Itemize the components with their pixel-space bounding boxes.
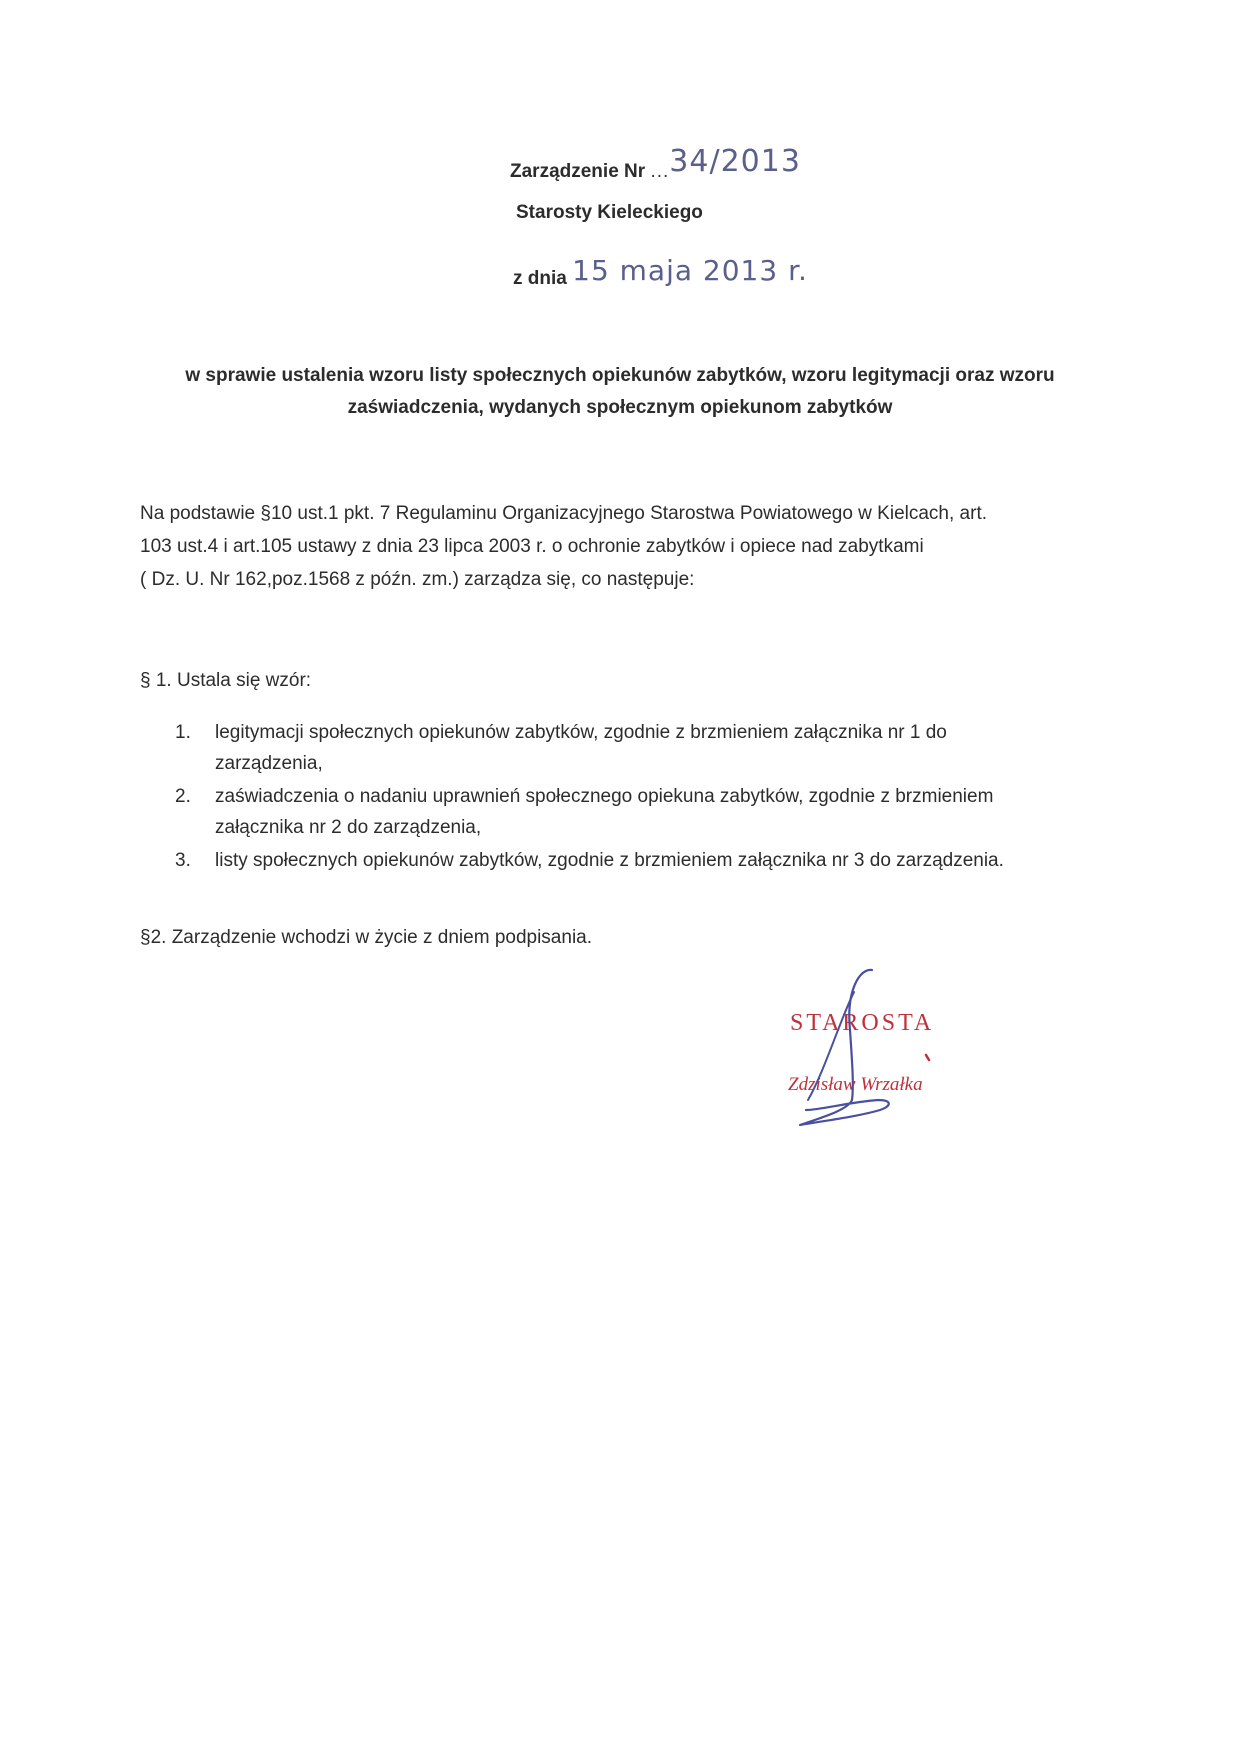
list-item: [175, 845, 1095, 876]
order-date-prefix: z dnia: [513, 268, 573, 289]
legal-basis-line-1: Na podstawie §10 ust.1 pkt. 7 Regulaminu Organizacyjnego Starostwa Powiatowego w Kielcach, art.: [140, 503, 988, 524]
legal-basis-line-3: ( Dz. U. Nr 162,poz.1568 z późn. zm.) zarządza się, co następuje:: [140, 569, 695, 590]
stamp-title: STAROSTA: [790, 1010, 935, 1036]
order-title: [510, 144, 801, 185]
order-number-handwritten: 34/2013: [669, 144, 801, 179]
section-2: §2. Zarządzenie wchodzi w życie z dniem podpisania.: [140, 927, 593, 948]
order-title-prefix: Zarządzenie Nr: [510, 161, 651, 182]
list-item-line-1: zaświadczenia o nadaniu uprawnień społecznego opiekuna zabytków, zgodnie z brzmieniem: [215, 786, 994, 807]
stamp-name: Zdzisław Wrzałka: [788, 1074, 923, 1095]
list-item-line-1: legitymacji społecznych opiekunów zabytków, zgodnie z brzmieniem załącznika nr 1 do: [215, 722, 947, 743]
section-1-list: [175, 717, 1095, 876]
order-date-handwritten: 15 maja 2013 r.: [572, 254, 808, 287]
list-item-line-1: listy społecznych opiekunów zabytków, zgodnie z brzmieniem załącznika nr 3 do zarządzenia.: [215, 850, 1004, 871]
list-item-number: 3.: [175, 850, 191, 871]
order-date: [513, 254, 808, 291]
legal-basis-line-2: 103 ust.4 i art.105 ustawy z dnia 23 lipca 2003 r. o ochronie zabytków i opiece nad zabytkami: [140, 536, 924, 557]
list-item-number: 2.: [175, 786, 191, 807]
subject-line-2: zaświadczenia, wydanych społecznym opiekunom zabytków: [347, 397, 893, 418]
legal-basis: [140, 497, 1100, 596]
order-number-dots: ...: [650, 161, 670, 182]
handwritten-signature: [780, 960, 980, 1140]
list-item-line-2: załącznika nr 2 do zarządzenia,: [215, 817, 482, 838]
issuing-authority: Starosty Kieleckiego: [516, 202, 703, 223]
list-item-line-2: zarządzenia,: [215, 753, 323, 774]
list-item: [175, 717, 1095, 779]
order-subject: [130, 360, 1110, 424]
list-item-number: 1.: [175, 722, 191, 743]
section-1-heading: § 1. Ustala się wzór:: [140, 670, 312, 691]
subject-line-1: w sprawie ustalenia wzoru listy społecznych opiekunów zabytków, wzoru legitymacji oraz wzoru: [185, 365, 1055, 386]
list-item: [175, 781, 1095, 843]
